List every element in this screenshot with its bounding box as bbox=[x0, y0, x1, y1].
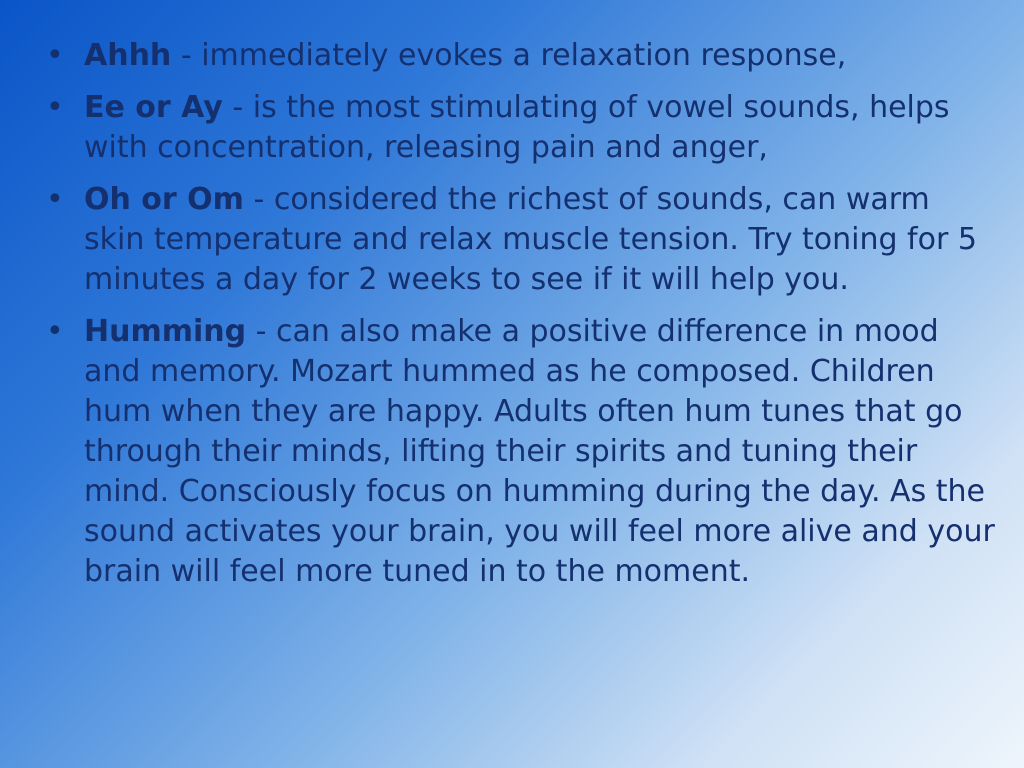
bullet-term: Ahhh bbox=[84, 38, 172, 73]
bullet-dot-icon: • bbox=[46, 38, 64, 73]
bullet-text bbox=[84, 36, 996, 76]
bullet-dot-icon: • bbox=[46, 314, 64, 349]
bullet-text bbox=[84, 180, 996, 300]
bullet-description: - immediately evokes a relaxation response, bbox=[171, 38, 847, 73]
bullet-text bbox=[84, 312, 996, 592]
bullet-description: - considered the richest of sounds, can warm skin temperature and relax muscle tension. Try toning for 5 minutes a day for 2 weeks to see if it will help you. bbox=[84, 182, 977, 297]
bullet-list bbox=[46, 36, 996, 592]
bullet-dot-icon: • bbox=[46, 90, 64, 125]
bullet-item-ee-or-ay bbox=[46, 88, 996, 168]
bullet-dot-icon: • bbox=[46, 182, 64, 217]
bullet-term: Ee or Ay bbox=[84, 90, 223, 125]
bullet-item-humming bbox=[46, 312, 996, 592]
bullet-item-oh-or-om bbox=[46, 180, 996, 300]
bullet-item-ahhh bbox=[46, 36, 996, 76]
bullet-description: - is the most stimulating of vowel sounds, helps with concentration, releasing pain and anger, bbox=[84, 90, 950, 165]
bullet-text bbox=[84, 88, 996, 168]
bullet-description: - can also make a positive difference in mood and memory. Mozart hummed as he composed. Children hum when they are happy. Adults often hum tunes that go through their minds, lifting their spirits and tuning their mind. Consciously focus on humming during the day. As the sound activates your brain, you will feel more alive and your brain will feel more tuned in to the moment. bbox=[84, 314, 995, 589]
bullet-term: Humming bbox=[84, 314, 247, 349]
bullet-term: Oh or Om bbox=[84, 182, 244, 217]
